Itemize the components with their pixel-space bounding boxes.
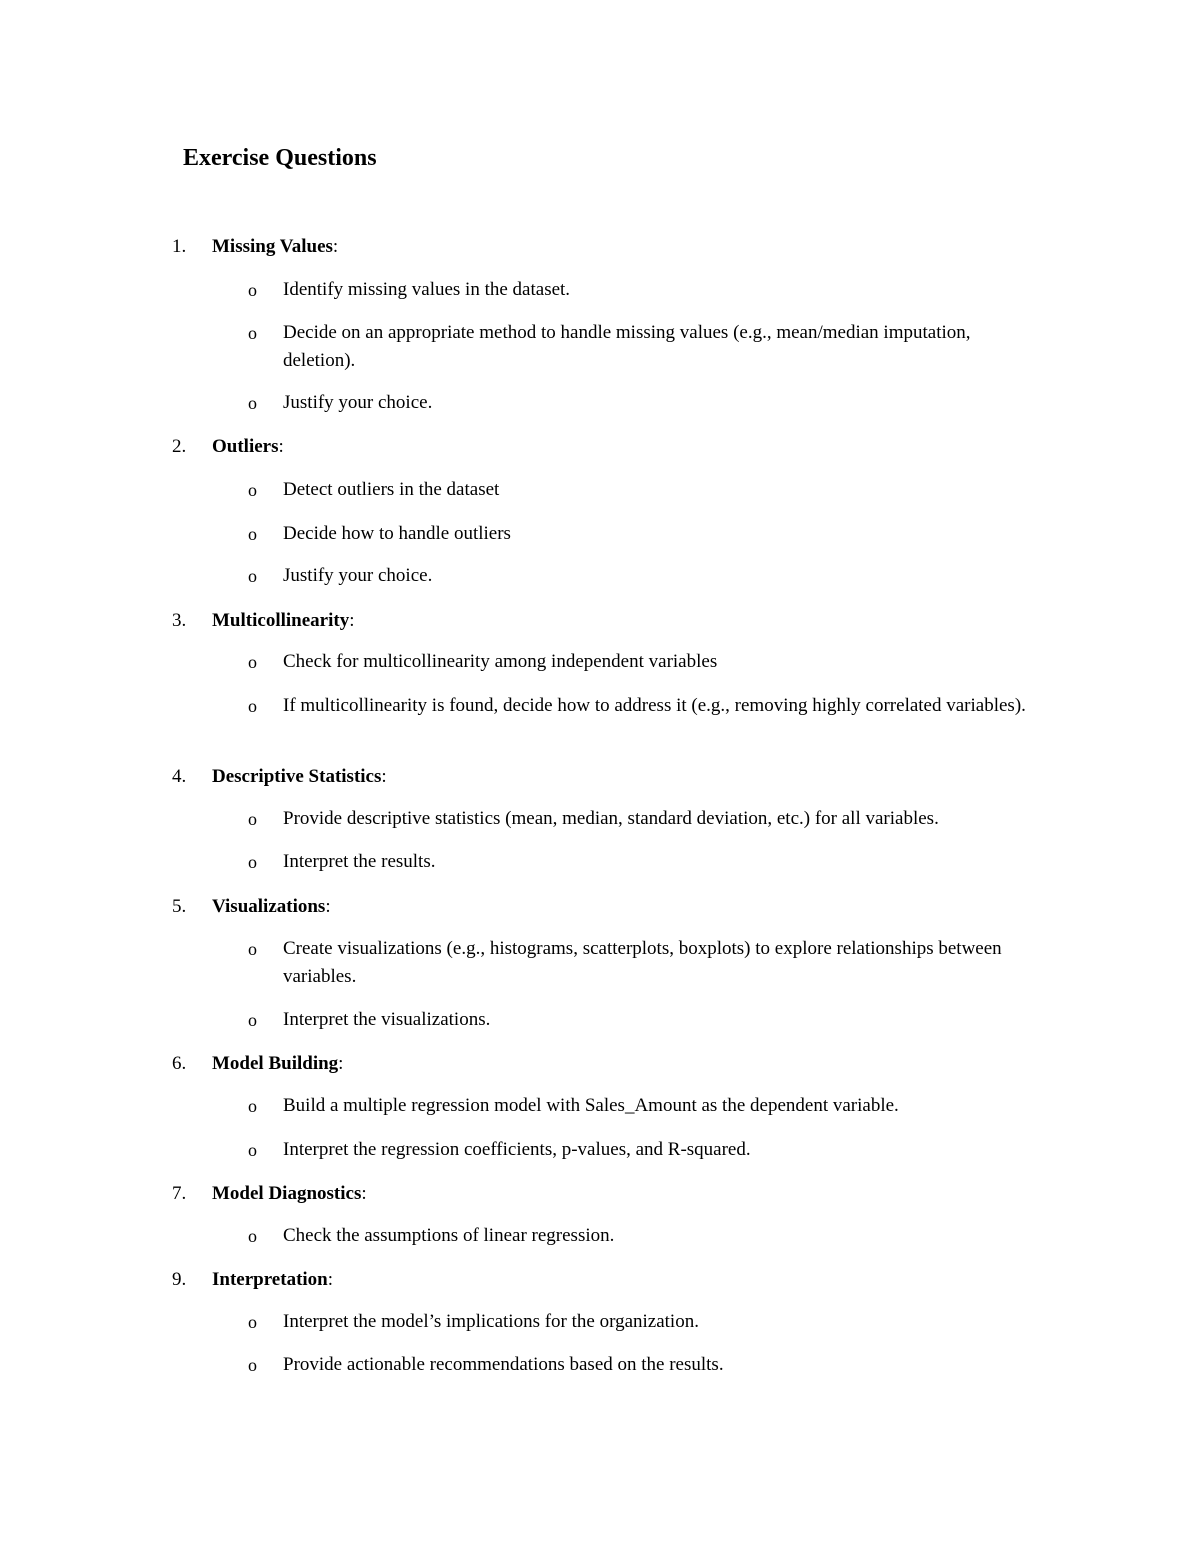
list-item-text: Interpret the visualizations. — [283, 1009, 491, 1030]
section-title: Missing Values — [212, 236, 333, 257]
list-item-text: Provide descriptive statistics (mean, median, standard deviation, etc.) for all variables. — [283, 808, 939, 829]
bullet-icon: o — [248, 1140, 257, 1160]
bullet-icon: o — [248, 852, 257, 872]
list-item-text: Interpret the results. — [283, 851, 436, 872]
section-title: Outliers — [212, 436, 279, 457]
list-item-text: Check the assumptions of linear regression. — [283, 1225, 615, 1246]
section-colon: : — [349, 610, 355, 631]
list-item-text: Provide actionable recommendations based on the results. — [283, 1354, 724, 1375]
section-heading — [0, 764, 1200, 790]
list-item-text: Build a multiple regression model with Sales_Amount as the dependent variable. — [283, 1095, 899, 1116]
list-item-text: If multicollinearity is found, decide how to address it (e.g., removing highly correlated variables). — [283, 695, 1026, 716]
bullet-icon: o — [248, 566, 257, 586]
section-number: 5. — [172, 896, 187, 917]
bullet-icon: o — [248, 652, 257, 672]
list-item-text: Interpret the model’s implications for the organization. — [283, 1311, 699, 1332]
bullet-icon: o — [248, 1312, 257, 1332]
section-number: 3. — [172, 610, 187, 631]
section-heading — [0, 608, 1200, 634]
section-title: Multicollinearity — [212, 610, 350, 631]
bullet-icon: o — [248, 696, 257, 716]
bullet-icon: o — [248, 809, 257, 829]
section-colon: : — [338, 1053, 344, 1074]
section-heading — [0, 1181, 1200, 1207]
section-number: 1. — [172, 236, 187, 257]
bullet-icon: o — [248, 1226, 257, 1246]
list-item-text: Decide how to handle outliers — [283, 523, 511, 544]
section-heading — [0, 234, 1200, 260]
bullet-icon: o — [248, 480, 257, 500]
section-heading — [0, 894, 1200, 920]
list-item-text: Create visualizations (e.g., histograms, scatterplots, boxplots) to explore relationships between variables. — [283, 938, 1002, 987]
bullet-icon: o — [248, 393, 257, 413]
section-colon: : — [361, 1183, 367, 1204]
bullet-icon: o — [248, 323, 257, 343]
list-item-text: Justify your choice. — [283, 565, 433, 586]
section-heading — [0, 434, 1200, 460]
section-title: Model Building — [212, 1053, 339, 1074]
section-number: 6. — [172, 1053, 187, 1074]
page-title: Exercise Questions — [183, 145, 377, 171]
list-item-text: Detect outliers in the dataset — [283, 479, 500, 500]
section-title: Model Diagnostics — [212, 1183, 362, 1204]
list-item-text: Identify missing values in the dataset. — [283, 279, 571, 300]
section-title: Visualizations — [212, 896, 326, 917]
bullet-icon: o — [248, 280, 257, 300]
section-number: 4. — [172, 766, 187, 787]
bullet-icon: o — [248, 939, 257, 959]
section-title: Descriptive Statistics — [212, 766, 382, 787]
section-colon: : — [332, 236, 339, 257]
bullet-icon: o — [248, 1010, 257, 1030]
list-item-text: Justify your choice. — [283, 392, 433, 413]
section-number: 9. — [172, 1269, 187, 1290]
section-title: Interpretation — [212, 1269, 328, 1290]
list-item-text: Decide on an appropriate method to handle missing values (e.g., mean/median imputation, deletion). — [283, 322, 971, 371]
section-colon: : — [325, 896, 331, 917]
bullet-icon: o — [248, 524, 257, 544]
list-item-text: Interpret the regression coefficients, p-values, and R-squared. — [283, 1139, 751, 1160]
section-colon: : — [327, 1269, 334, 1290]
section-heading — [0, 1051, 1200, 1077]
bullet-icon: o — [248, 1096, 257, 1116]
section-number: 2. — [172, 436, 187, 457]
bullet-icon: o — [248, 1355, 257, 1375]
section-number: 7. — [172, 1183, 187, 1204]
section-heading — [0, 1267, 1200, 1293]
section-colon: : — [381, 766, 387, 787]
list-item-text: Check for multicollinearity among independent variables — [283, 651, 718, 672]
section-colon: : — [278, 436, 284, 457]
